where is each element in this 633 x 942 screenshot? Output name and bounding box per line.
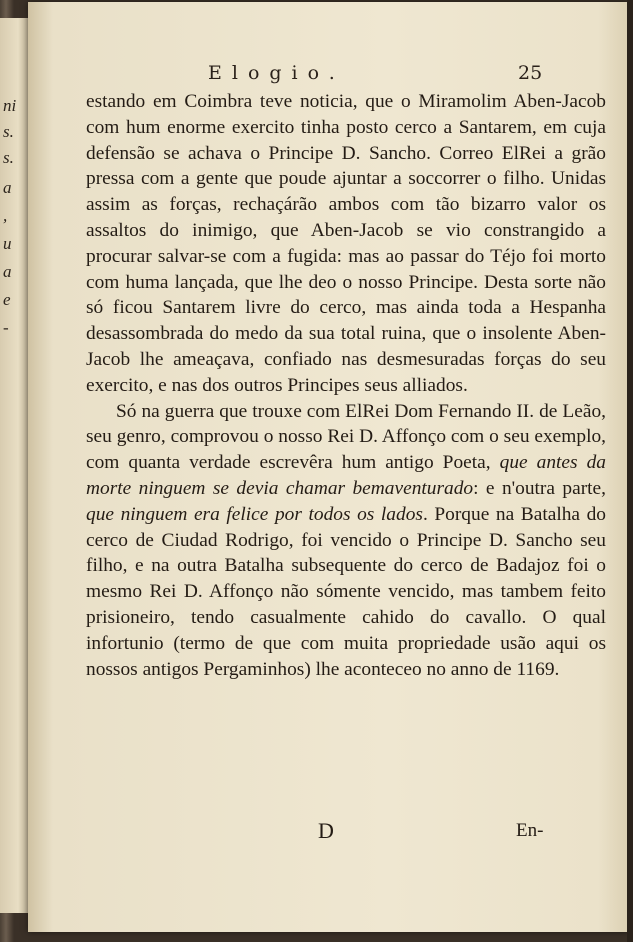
right-binding-edge — [627, 0, 633, 942]
margin-fragment: , — [3, 206, 8, 225]
para2-part-a: Só na guerra que trouxe com ElRei Dom Fernando II. de Leão, seu genro, comprovou o nosso Rei D. Affonço com o seu exemplo, com quanta verdade escrevêra hum antigo Poeta, — [86, 400, 606, 474]
paragraph-1: estando em Coimbra teve noticia, que o Miramolim Aben-Jacob com hum enorme exercito tinha posto cerco a Santarem, em cuja defensão se achava o Principe D. Sancho. Correo ElRei a grão pressa com a gente que poude ajuntar a soccorrer o filho. Unidas assim as forças, rechaçárão ambos com tão bizarro valor os assaltos do inimigo, que Aben-Jacob se vio constrangido a procurar salvar-se com a fugida: mas ao passar do Téjo foi morto com huma lançada, que lhe deo o nosso Principe. Desta sorte não só ficou Santarem livre do cerco, mas ainda toda a Hespanha desassombrada do medo da sua total ruina, que o insolente Aben-Jacob lhe ameaçava, confiado nas desmesuradas forças do seu exercito, e nas dos outros Principes seus alliados. — [86, 91, 606, 396]
margin-fragment: u — [3, 234, 12, 253]
body-text — [86, 89, 606, 682]
paragraph-2 — [86, 399, 606, 683]
italic-quote-1: que antes da morte ninguem se devia chamar bemaventurado — [86, 452, 606, 499]
page-number: 25 — [518, 62, 543, 84]
signature-mark: D — [318, 818, 334, 843]
para2-part-c: . Porque na Batalha do cerco de Ciudad Rodrigo, foi vencido o Principe D. Sancho seu filho, e na outra Batalha subsequente do cerco de Badajoz foi o mesmo Rei D. Affonço não sómente vencido, mas tambem feito prisioneiro, tendo casualmente cahido do cavallo. O qual infortunio (termo de que com muita propriedade usão aqui os nossos antigos Pergaminhos) lhe aconteceo no anno de 1169. — [86, 503, 606, 680]
margin-fragment: a — [3, 262, 12, 281]
margin-fragment: ni — [3, 96, 17, 115]
margin-fragment: - — [3, 318, 9, 337]
catchword: En- — [516, 820, 544, 841]
para2-part-b: : e n'outra parte, — [473, 477, 607, 499]
margin-fragment: e — [3, 290, 11, 309]
book-page — [28, 2, 628, 932]
margin-fragment: s. — [3, 122, 14, 141]
margin-fragment: s. — [3, 148, 14, 167]
margin-fragment: a — [3, 178, 12, 197]
italic-quote-2: que ninguem era felice por todos os lados — [86, 503, 423, 525]
running-header: Elogio. — [208, 62, 345, 84]
left-page-edge — [0, 18, 30, 913]
